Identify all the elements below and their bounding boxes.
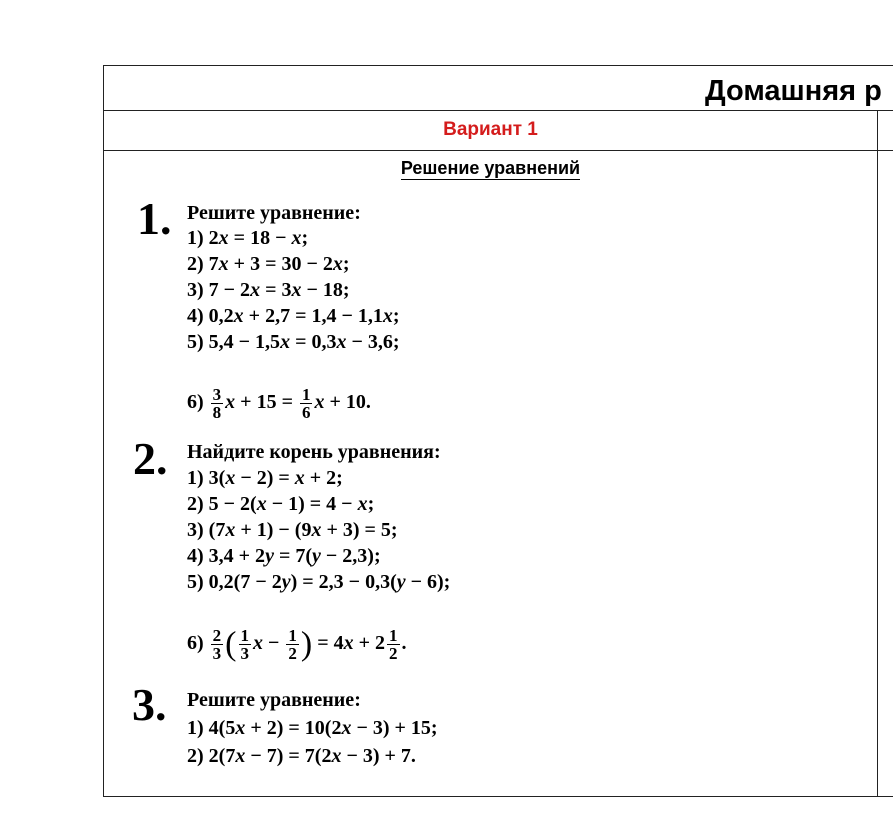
fraction: $\frac{1}{6}$	[301, 385, 311, 422]
task-3-equation-2	[187, 744, 416, 768]
task-number-1: 1.	[137, 193, 172, 244]
document-title: Домашняя р	[705, 75, 882, 107]
topic-heading	[103, 156, 878, 180]
equation-text: 2) 2(7x − 7) = 7(2x − 3) + 7.	[187, 745, 416, 767]
equation-text: 6) $\frac{2}{3}$ ( $\frac{1}{3}$ x − $\frac{1}{2}$ ) = 4x + 2 $\frac{1}{2}$ .	[187, 625, 407, 663]
equation-text: 6) $\frac{3}{8}$ x + 15 = $\frac{1}{6}$ x + 10.	[187, 385, 371, 422]
task-1-equation-6	[187, 386, 371, 421]
equation-text: 4) 0,2x + 2,7 = 1,4 − 1,1x;	[187, 305, 400, 327]
task-2-equation-1	[187, 466, 343, 490]
table-divider-variant	[103, 150, 893, 151]
table-column-divider	[877, 110, 878, 797]
task-1-equation-2	[187, 252, 350, 276]
variant-label: Вариант 1	[443, 119, 538, 140]
equation-text: 5) 5,4 − 1,5x = 0,3x − 3,6;	[187, 331, 400, 353]
task-1-equation-3	[187, 278, 350, 302]
equation-text: 1) 3(x − 2) = x + 2;	[187, 467, 343, 489]
task-1-equation-1	[187, 226, 308, 250]
task-3-equation-1	[187, 716, 438, 740]
equation-text: 5) 0,2(7 − 2y) = 2,3 − 0,3(y − 6);	[187, 571, 451, 593]
task-1-prompt: Решите уравнение:	[187, 202, 361, 224]
equation-text: 1) 4(5x + 2) = 10(2x − 3) + 15;	[187, 717, 438, 739]
fraction: $\frac{1}{2}$	[288, 626, 297, 663]
equation-text: 3) 7 − 2x = 3x − 18;	[187, 279, 350, 301]
fraction: $\frac{1}{3}$	[240, 626, 249, 663]
topic-heading-text: Решение уравнений	[400, 158, 581, 178]
task-1-equation-4	[187, 304, 400, 328]
fraction: $\frac{1}{2}$	[389, 626, 398, 663]
task-2-equation-5	[187, 570, 450, 594]
task-2-equation-4	[187, 544, 381, 568]
task-2-equation-3	[187, 518, 398, 542]
task-2-equation-6	[187, 627, 407, 662]
equation-text: 1) 2x = 18 − x;	[187, 227, 309, 249]
equation-text: 2) 7x + 3 = 30 − 2x;	[187, 253, 350, 275]
fraction: $\frac{3}{8}$	[212, 385, 222, 422]
task-1-equation-5	[187, 330, 400, 354]
task-2-equation-2	[187, 492, 374, 516]
fraction: $\frac{2}{3}$	[212, 626, 222, 663]
equation-text: 3) (7x + 1) − (9x + 3) = 5;	[187, 519, 398, 541]
task-3-prompt: Решите уравнение:	[187, 689, 361, 711]
task-2-prompt: Найдите корень уравнения:	[187, 441, 441, 463]
task-number-2: 2.	[133, 433, 168, 484]
task-number-3: 3.	[132, 679, 167, 730]
equation-text: 4) 3,4 + 2y = 7(y − 2,3);	[187, 545, 381, 567]
equation-text: 2) 5 − 2(x − 1) = 4 − x;	[187, 493, 375, 515]
